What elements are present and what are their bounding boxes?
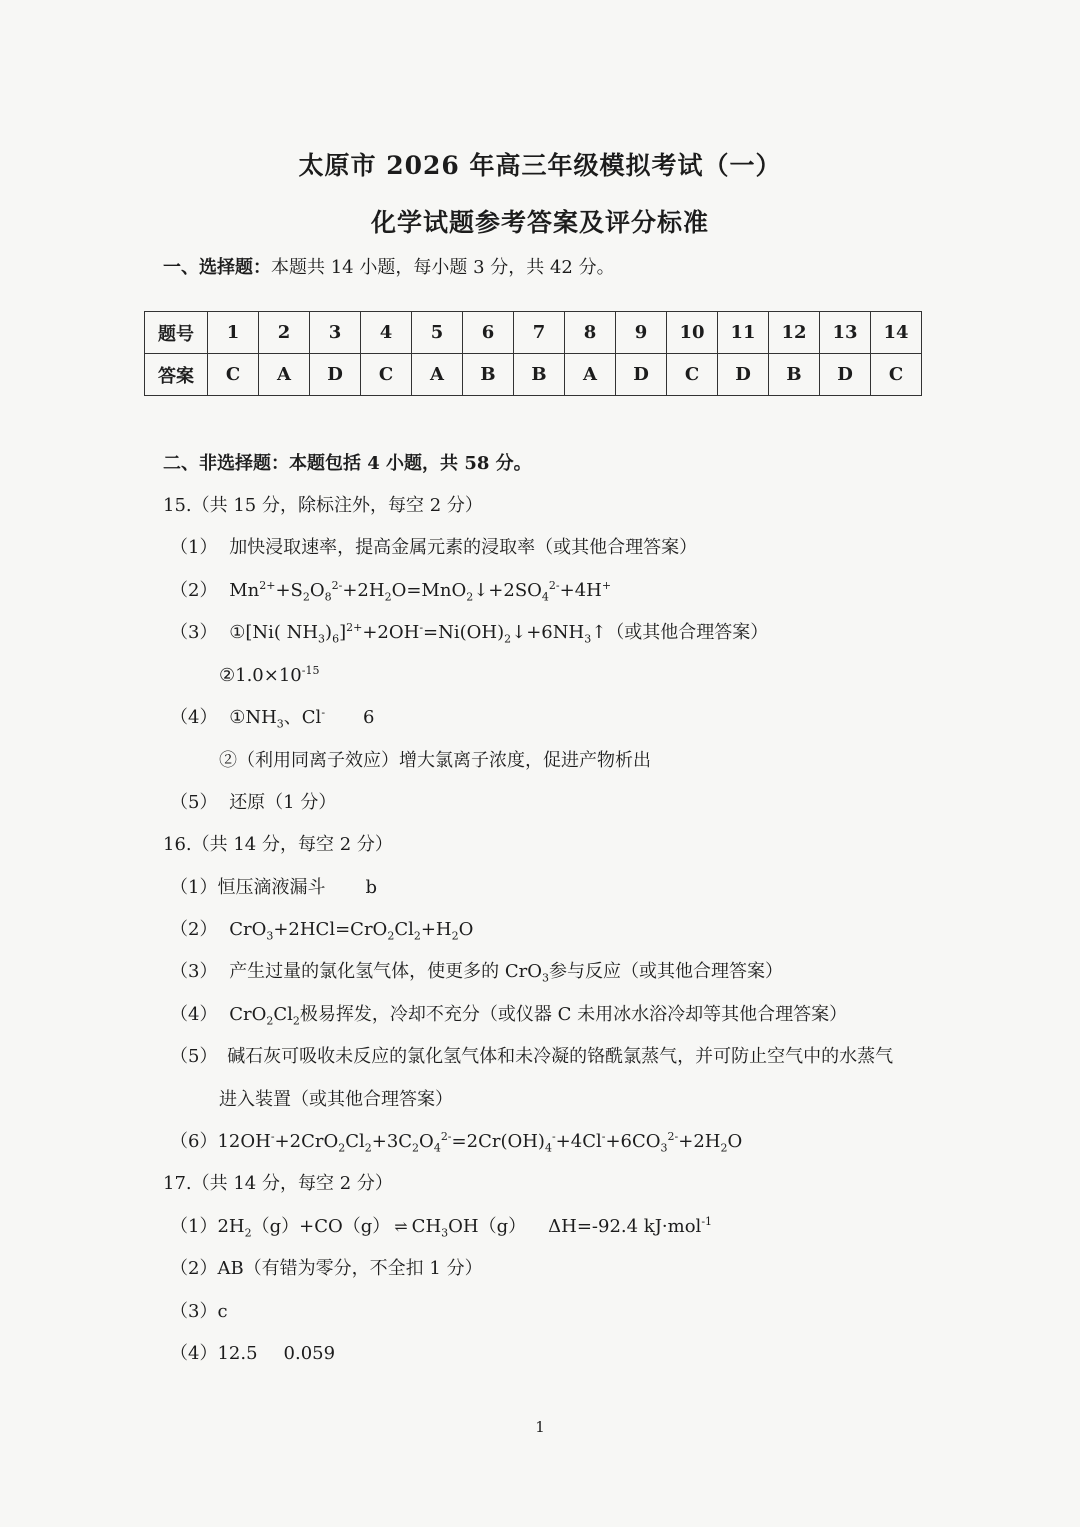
q17-part4: （4）12.5 0.059 (170, 1343, 336, 1364)
answer-cell: A (565, 354, 616, 396)
page-title: 太原市 2026 年高三年级模拟考试（一） (298, 151, 782, 180)
question-number: 11 (718, 312, 769, 354)
answer-table (144, 311, 922, 396)
question-number: 12 (769, 312, 820, 354)
q17-part2: （2）AB（有错为零分，不全扣 1 分） (170, 1258, 483, 1279)
answer-cell: A (412, 354, 463, 396)
answer-cell: C (667, 354, 718, 396)
q15-part4 (170, 706, 374, 730)
q16-header: 16.（共 14 分，每空 2 分） (163, 834, 393, 855)
q17-part3: （3）c (170, 1301, 228, 1322)
equation: ①[Ni( $NH_3)_6]^{2+}+2OH^-=Ni(OH)_2↓+6NH_3↑$（或其他合理答案） (229, 621, 769, 646)
q16-part2 (170, 918, 473, 942)
part-number: （1） (170, 537, 218, 558)
answer-cell: B (514, 354, 565, 396)
q15-part2 (170, 579, 611, 603)
q15-part1 (170, 536, 697, 560)
q15-part3-b: $②1.0\times 10^{-15}$ (219, 664, 320, 686)
question-number: 1 (208, 312, 259, 354)
question-number: 13 (820, 312, 871, 354)
answer-cell: B (769, 354, 820, 396)
part-number: （5） (170, 1046, 218, 1067)
answer-row (145, 354, 922, 396)
answer-text: （1）恒压滴液漏斗 (170, 877, 326, 898)
section1-tail: 本题共 14 小题，每小题 3 分，共 42 分。 (271, 257, 615, 278)
answer-cell: D (820, 354, 871, 396)
question-number: 10 (667, 312, 718, 354)
q15-part4-b: ②（利用同离子效应）增大氯离子浓度，促进产物析出 (219, 750, 651, 771)
question-number: 14 (871, 312, 922, 354)
answer-text: 产生过量的氯化氢气体，使更多的 CrO$_3$参与反应（或其他合理答案） (229, 961, 784, 985)
answer-text: b (365, 877, 377, 898)
answer-cell: B (463, 354, 514, 396)
answer-text: $CrO_2Cl_2$极易挥发，冷却不充分（或仪器 C 未用冰水浴冷却等其他合理答案） (229, 1004, 848, 1028)
answer-text: 碱石灰可吸收未反应的氯化氢气体和未冷凝的铬酰氯蒸气，并可防止空气中的水蒸气 (227, 1046, 894, 1067)
question-number: 2 (259, 312, 310, 354)
question-number: 7 (514, 312, 565, 354)
q15-part5 (170, 791, 336, 815)
equation: $CrO_3+2HCl=CrO_2Cl_2+H_2O$ (229, 919, 474, 943)
answer-text: $①NH_3$、Cl- 6 (229, 706, 375, 731)
part-number: （4） (170, 1004, 218, 1025)
part-number: （2） (170, 580, 218, 601)
q15-part3 (170, 621, 768, 645)
section2-heading: 二、非选择题：本题包括 4 小题，共 58 分。 (163, 453, 532, 474)
answer-text: 加快浸取速率，提高金属元素的浸取率（或其他合理答案） (229, 537, 698, 558)
part-number: （3） (170, 961, 218, 982)
answer-row-header: 答案 (145, 354, 208, 396)
question-number: 5 (412, 312, 463, 354)
q16-part1 (170, 876, 377, 900)
equation: $Mn^{2+}+S_2O_8^{2-}+2H_2O=MnO_2↓+2SO_4^{2-}+4H^+$ (229, 579, 612, 604)
question-number: 6 (463, 312, 514, 354)
page-subtitle: 化学试题参考答案及评分标准 (370, 208, 709, 237)
page-number: 1 (535, 1418, 545, 1436)
answer-cell: D (718, 354, 769, 396)
q17-part1: $(1)2H_2(g)+CO(g)$ ⇌ $CH_3OH(g)$ ΔH=-92.4 kJ·mol$^{-1}$ (170, 1215, 713, 1240)
question-number: 4 (361, 312, 412, 354)
answer-cell: D (310, 354, 361, 396)
question-row-header: 题号 (145, 312, 208, 354)
question-row (145, 312, 922, 354)
answer-cell: C (871, 354, 922, 396)
equilibrium-arrow-icon: ⇌ (394, 1217, 408, 1236)
section1-heading (163, 256, 615, 280)
part-number: （4） (170, 707, 218, 728)
part-number: （2） (170, 919, 218, 940)
answer-cell: A (259, 354, 310, 396)
question-number: 8 (565, 312, 616, 354)
q17-header: 17.（共 14 分，每空 2 分） (163, 1173, 393, 1194)
answer-cell: C (361, 354, 412, 396)
q16-part6: $(6)12OH^-+2CrO_2Cl_2+3C_2O_4^{2-}=2Cr(OH)_4^-+4Cl^-+6CO_3^{2-}+2H_2O$ (170, 1130, 743, 1155)
answer-text: 还原（1 分） (229, 792, 337, 813)
question-number: 3 (310, 312, 361, 354)
answer-cell: D (616, 354, 667, 396)
q16-part3 (170, 960, 783, 984)
q16-part4 (170, 1003, 847, 1027)
part-number: （5） (170, 792, 218, 813)
q16-part5 (170, 1045, 893, 1069)
answer-cell: C (208, 354, 259, 396)
question-number: 9 (616, 312, 667, 354)
section1-head: 一、选择题： (163, 257, 271, 278)
part-number: （3） (170, 622, 218, 643)
q15-header: 15.（共 15 分，除标注外，每空 2 分） (163, 495, 483, 516)
q16-part5-b: 进入装置（或其他合理答案） (219, 1089, 453, 1110)
